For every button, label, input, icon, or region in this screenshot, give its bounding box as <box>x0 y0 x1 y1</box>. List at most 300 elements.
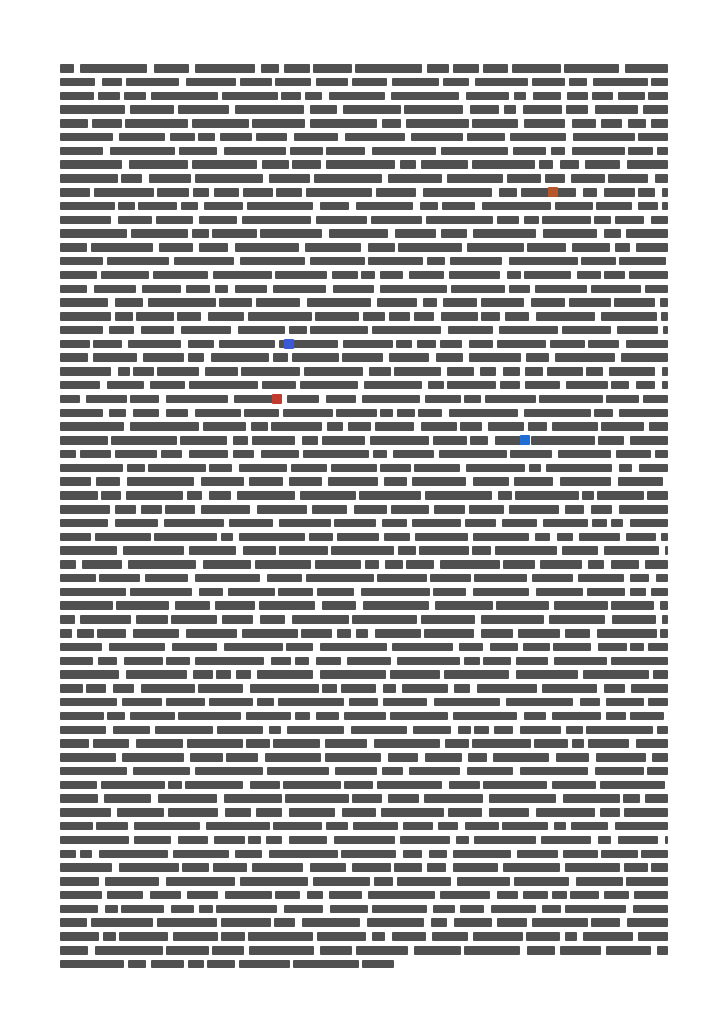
garbled-text-run <box>331 546 394 555</box>
garbled-text-run <box>248 932 313 941</box>
garbled-text-run <box>397 877 451 886</box>
garbled-text-run <box>639 464 668 473</box>
text-line <box>60 351 668 364</box>
text-line <box>60 172 668 185</box>
garbled-text-run <box>368 257 423 266</box>
garbled-text-run <box>60 174 118 183</box>
garbled-text-run <box>514 92 526 101</box>
text-line <box>60 475 668 488</box>
garbled-text-run <box>300 491 356 500</box>
garbled-text-run <box>215 601 255 610</box>
garbled-text-run <box>80 615 131 624</box>
garbled-text-run <box>369 367 391 376</box>
garbled-text-run <box>320 670 386 679</box>
garbled-text-run <box>199 905 213 914</box>
garbled-text-run <box>604 891 629 900</box>
garbled-text-run <box>504 105 516 114</box>
garbled-text-run <box>520 767 588 776</box>
garbled-text-run <box>464 657 480 666</box>
garbled-text-run <box>543 519 588 528</box>
garbled-text-run <box>469 505 504 514</box>
garbled-text-run <box>60 753 116 762</box>
garbled-text-run <box>631 684 668 693</box>
garbled-text-run <box>128 560 196 569</box>
garbled-text-run <box>614 298 655 307</box>
garbled-text-run <box>252 436 295 445</box>
garbled-text-run <box>195 409 241 418</box>
garbled-text-run <box>60 822 93 831</box>
garbled-text-run <box>238 326 285 335</box>
text-line <box>60 903 668 916</box>
text-line <box>60 544 668 557</box>
garbled-text-run <box>127 477 194 486</box>
garbled-text-run <box>657 946 668 955</box>
garbled-text-run <box>456 836 469 845</box>
garbled-text-run <box>356 202 413 211</box>
garbled-text-run <box>166 946 209 955</box>
garbled-text-run <box>199 588 223 597</box>
garbled-text-run <box>472 546 491 555</box>
garbled-text-run <box>464 395 481 404</box>
garbled-text-run <box>372 326 441 335</box>
garbled-text-run <box>420 202 438 211</box>
garbled-text-run <box>257 670 313 679</box>
garbled-text-run <box>524 119 565 128</box>
garbled-text-run <box>406 119 469 128</box>
garbled-text-run <box>251 422 268 431</box>
text-line <box>60 599 668 612</box>
garbled-text-run <box>320 946 352 955</box>
garbled-text-run <box>166 657 190 666</box>
garbled-text-run <box>171 905 194 914</box>
text-line <box>60 420 668 433</box>
garbled-text-run <box>564 64 619 73</box>
garbled-text-run <box>343 105 401 114</box>
garbled-text-run <box>60 932 99 941</box>
text-line <box>60 834 668 847</box>
garbled-text-run <box>427 257 445 266</box>
garbled-text-run <box>483 64 508 73</box>
text-line <box>60 393 668 406</box>
garbled-text-run <box>523 643 550 652</box>
garbled-text-run <box>439 450 507 459</box>
garbled-text-run <box>293 960 359 969</box>
garbled-text-run <box>283 781 341 790</box>
text-line <box>60 572 668 585</box>
garbled-text-run <box>271 657 291 666</box>
garbled-text-run <box>136 312 174 321</box>
garbled-text-run <box>307 891 323 900</box>
garbled-text-run <box>195 64 255 73</box>
text-line <box>60 682 668 695</box>
garbled-text-run <box>496 601 549 610</box>
garbled-text-run <box>373 450 387 459</box>
garbled-text-run <box>656 574 668 583</box>
garbled-text-run <box>400 836 450 845</box>
garbled-text-run <box>233 436 248 445</box>
garbled-text-run <box>219 340 275 349</box>
garbled-text-run <box>171 615 217 624</box>
garbled-text-run <box>457 877 510 886</box>
garbled-text-run <box>402 684 448 693</box>
garbled-text-run <box>353 822 398 831</box>
text-line <box>60 696 668 709</box>
garbled-text-run <box>611 560 639 569</box>
garbled-text-run <box>127 464 145 473</box>
garbled-text-run <box>418 409 442 418</box>
garbled-text-run <box>490 643 518 652</box>
garbled-text-run <box>327 422 343 431</box>
garbled-text-run <box>161 450 182 459</box>
garbled-text-run <box>586 367 603 376</box>
garbled-text-run <box>352 78 387 87</box>
garbled-text-run <box>554 601 608 610</box>
garbled-text-run <box>352 794 382 803</box>
garbled-text-run <box>552 712 601 721</box>
garbled-text-run <box>107 891 143 900</box>
garbled-text-run <box>636 739 668 748</box>
garbled-text-run <box>651 863 668 872</box>
garbled-text-run <box>260 229 322 238</box>
garbled-text-run <box>331 464 377 473</box>
garbled-text-run <box>467 243 524 252</box>
garbled-text-run <box>440 891 490 900</box>
text-line <box>60 848 668 861</box>
garbled-text-run <box>249 477 283 486</box>
garbled-text-run <box>248 312 312 321</box>
garbled-text-run <box>247 202 313 211</box>
garbled-text-run <box>629 271 668 280</box>
garbled-text-run <box>397 409 415 418</box>
garbled-text-run <box>107 381 144 390</box>
garbled-text-run <box>99 850 168 859</box>
garbled-text-run <box>638 932 668 941</box>
garbled-text-run <box>177 312 201 321</box>
text-line <box>60 241 668 254</box>
garbled-text-run <box>209 698 253 707</box>
garbled-text-run <box>255 560 311 569</box>
garbled-text-run <box>453 863 498 872</box>
garbled-text-run <box>541 836 591 845</box>
garbled-text-run <box>179 147 217 156</box>
garbled-text-run <box>583 188 597 197</box>
text-line <box>60 310 668 323</box>
garbled-text-run <box>158 794 217 803</box>
garbled-text-run <box>221 918 271 927</box>
garbled-text-run <box>359 491 421 500</box>
garbled-text-run <box>195 657 264 666</box>
garbled-text-run <box>608 174 648 183</box>
garbled-text-run <box>222 615 253 624</box>
garbled-text-run <box>619 409 668 418</box>
garbled-text-run <box>390 712 448 721</box>
garbled-text-run <box>552 422 598 431</box>
garbled-text-run <box>60 850 76 859</box>
garbled-text-run <box>243 546 276 555</box>
garbled-text-run <box>240 257 305 266</box>
garbled-text-run <box>110 147 175 156</box>
garbled-text-run <box>60 491 98 500</box>
garbled-text-run <box>517 850 558 859</box>
garbled-text-run <box>307 298 371 307</box>
garbled-text-run <box>497 891 518 900</box>
garbled-text-run <box>60 905 98 914</box>
garbled-text-run <box>616 450 651 459</box>
garbled-text-run <box>354 505 387 514</box>
garbled-text-run <box>138 202 177 211</box>
garbled-text-run <box>181 326 231 335</box>
garbled-text-run <box>651 588 668 597</box>
text-line <box>60 806 668 819</box>
garbled-text-run <box>377 781 442 790</box>
garbled-text-run <box>609 367 655 376</box>
garbled-text-run <box>246 712 291 721</box>
garbled-text-run <box>601 850 638 859</box>
garbled-text-run <box>336 409 377 418</box>
garbled-text-run <box>287 395 319 404</box>
garbled-text-run <box>60 395 80 404</box>
garbled-text-run <box>329 891 362 900</box>
garbled-text-run <box>662 188 668 197</box>
garbled-text-run <box>91 918 153 927</box>
text-line <box>60 792 668 805</box>
garbled-text-run <box>334 836 395 845</box>
garbled-text-run <box>174 257 234 266</box>
garbled-text-run <box>269 174 310 183</box>
garbled-text-run <box>382 119 401 128</box>
garbled-text-run <box>597 629 657 638</box>
garbled-text-run <box>315 312 359 321</box>
garbled-text-run <box>80 450 111 459</box>
garbled-text-run <box>601 119 622 128</box>
garbled-text-run <box>279 519 331 528</box>
garbled-text-run <box>109 643 165 652</box>
garbled-text-run <box>524 271 571 280</box>
colored-glyph-mark <box>548 187 558 197</box>
garbled-text-run <box>451 285 505 294</box>
garbled-text-run <box>363 312 385 321</box>
garbled-text-run <box>60 464 123 473</box>
garbled-text-run <box>101 271 149 280</box>
garbled-text-run <box>86 684 106 693</box>
garbled-text-run <box>565 505 584 514</box>
garbled-text-run <box>498 491 512 500</box>
garbled-text-run <box>302 436 318 445</box>
garbled-text-run <box>662 615 668 624</box>
garbled-text-run <box>273 822 322 831</box>
garbled-text-run <box>60 877 99 886</box>
garbled-text-run <box>626 229 668 238</box>
garbled-text-run <box>221 932 245 941</box>
garbled-text-run <box>239 464 287 473</box>
text-line <box>60 944 668 957</box>
text-line <box>60 62 668 75</box>
garbled-text-run <box>424 629 474 638</box>
garbled-text-run <box>278 588 313 597</box>
garbled-text-run <box>291 464 327 473</box>
garbled-text-run <box>512 64 561 73</box>
garbled-text-run <box>133 367 154 376</box>
garbled-text-run <box>390 670 440 679</box>
garbled-text-run <box>124 92 146 101</box>
garbled-text-run <box>276 188 302 197</box>
garbled-text-run <box>443 298 477 307</box>
garbled-text-run <box>60 202 115 211</box>
garbled-text-run <box>618 477 663 486</box>
text-line <box>60 958 668 971</box>
garbled-text-run <box>503 367 520 376</box>
garbled-text-run <box>224 643 283 652</box>
garbled-text-run <box>130 395 159 404</box>
garbled-text-run <box>393 450 434 459</box>
garbled-text-run <box>424 794 483 803</box>
garbled-text-run <box>481 629 513 638</box>
garbled-text-run <box>663 326 668 335</box>
garbled-text-run <box>627 918 668 927</box>
text-line <box>60 227 668 240</box>
garbled-text-run <box>60 119 88 128</box>
garbled-text-run <box>113 684 134 693</box>
garbled-text-run <box>432 932 468 941</box>
text-line <box>60 434 668 447</box>
garbled-text-run <box>381 808 444 817</box>
garbled-text-run <box>244 409 279 418</box>
garbled-text-run <box>95 533 151 542</box>
garbled-text-run <box>619 257 666 266</box>
garbled-text-run <box>414 946 461 955</box>
garbled-text-run <box>460 422 482 431</box>
garbled-text-run <box>594 409 613 418</box>
garbled-text-run <box>624 863 648 872</box>
garbled-text-run <box>380 285 447 294</box>
garbled-text-run <box>425 395 461 404</box>
garbled-text-run <box>178 712 241 721</box>
garbled-text-run <box>141 684 195 693</box>
garbled-text-run <box>389 353 429 362</box>
garbled-text-run <box>289 326 307 335</box>
garbled-text-run <box>536 808 595 817</box>
garbled-text-run <box>524 216 539 225</box>
garbled-text-run <box>604 188 635 197</box>
garbled-text-run <box>332 271 358 280</box>
garbled-text-run <box>581 257 616 266</box>
text-line <box>60 655 668 668</box>
garbled-text-run <box>316 78 348 87</box>
garbled-text-run <box>303 450 369 459</box>
garbled-text-run <box>315 560 361 569</box>
garbled-text-run <box>380 271 403 280</box>
garbled-text-run <box>472 739 531 748</box>
text-line <box>60 214 668 227</box>
garbled-text-run <box>60 422 124 431</box>
garbled-text-run <box>565 629 590 638</box>
garbled-text-run <box>95 946 163 955</box>
garbled-text-run <box>372 147 436 156</box>
garbled-text-run <box>172 643 217 652</box>
garbled-text-run <box>216 905 277 914</box>
garbled-text-run <box>104 794 151 803</box>
garbled-text-run <box>236 670 251 679</box>
garbled-text-run <box>153 271 208 280</box>
garbled-text-run <box>98 657 117 666</box>
garbled-text-run <box>60 450 76 459</box>
garbled-text-run <box>305 243 361 252</box>
garbled-text-run <box>481 312 500 321</box>
text-line <box>60 875 668 888</box>
garbled-text-run <box>301 629 332 638</box>
garbled-text-run <box>220 133 252 142</box>
garbled-text-run <box>450 257 502 266</box>
garbled-text-run <box>60 326 103 335</box>
garbled-text-run <box>250 781 280 790</box>
garbled-text-run <box>198 684 243 693</box>
garbled-text-run <box>363 601 429 610</box>
garbled-text-run <box>101 781 165 790</box>
garbled-text-run <box>166 877 235 886</box>
garbled-text-run <box>334 519 376 528</box>
garbled-text-run <box>96 477 120 486</box>
garbled-text-run <box>495 546 557 555</box>
garbled-text-run <box>428 381 444 390</box>
garbled-text-run <box>248 836 261 845</box>
garbled-text-run <box>326 822 348 831</box>
garbled-text-run <box>252 863 303 872</box>
garbled-text-run <box>626 340 668 349</box>
text-line <box>60 668 668 681</box>
garbled-text-run <box>573 133 635 142</box>
garbled-text-run <box>121 174 142 183</box>
garbled-text-run <box>182 863 209 872</box>
garbled-text-run <box>535 533 550 542</box>
garbled-text-run <box>115 312 133 321</box>
garbled-text-run <box>60 367 111 376</box>
garbled-text-run <box>265 753 321 762</box>
garbled-text-run <box>118 202 135 211</box>
garbled-text-run <box>93 340 122 349</box>
garbled-text-run <box>554 657 607 666</box>
text-line <box>60 338 668 351</box>
garbled-text-run <box>560 160 579 169</box>
text-line <box>60 737 668 750</box>
garbled-text-run <box>491 905 536 914</box>
garbled-text-run <box>60 229 127 238</box>
garbled-text-run <box>198 133 215 142</box>
garbled-text-run <box>80 850 92 859</box>
garbled-text-run <box>526 932 560 941</box>
garbled-text-run <box>217 726 263 735</box>
garbled-text-run <box>225 891 272 900</box>
garbled-text-run <box>329 229 388 238</box>
garbled-text-run <box>489 794 556 803</box>
colored-glyph-mark <box>284 339 294 349</box>
garbled-text-run <box>403 850 422 859</box>
garbled-text-run <box>188 960 204 969</box>
garbled-text-run <box>472 160 535 169</box>
garbled-text-run <box>374 877 393 886</box>
garbled-text-run <box>556 753 589 762</box>
garbled-text-run <box>434 698 500 707</box>
garbled-text-run <box>438 822 458 831</box>
garbled-text-run <box>546 464 612 473</box>
garbled-text-run <box>606 395 639 404</box>
garbled-text-run <box>93 353 137 362</box>
garbled-text-run <box>396 340 412 349</box>
garbled-text-run <box>222 92 278 101</box>
garbled-text-run <box>60 147 103 156</box>
garbled-text-run <box>506 698 573 707</box>
garbled-text-run <box>591 918 620 927</box>
garbled-text-run <box>92 119 122 128</box>
